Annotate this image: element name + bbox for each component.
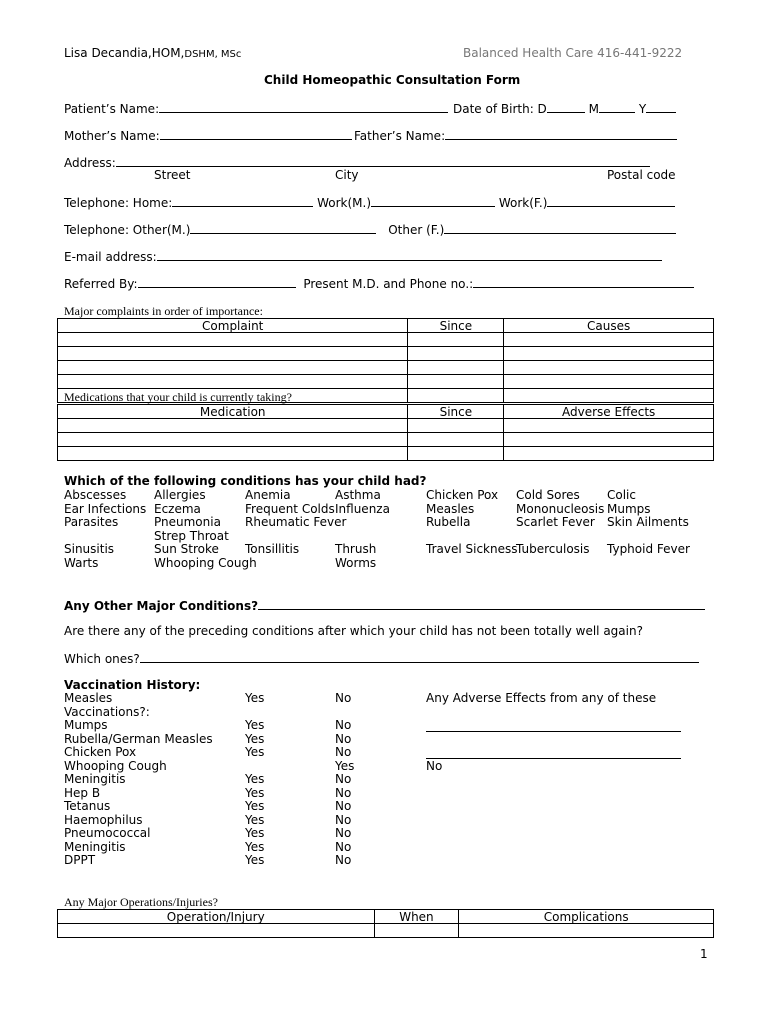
email-row [64,249,662,264]
complaint-col-header: Complaint [58,319,408,333]
clinic-info: Balanced Health Care 416-441-9222 [463,46,683,60]
condition-item: Travel Sickness [426,542,518,556]
since-col-header: Since [408,319,504,333]
condition-item: Sun Stroke [154,542,219,556]
condition-item: Scarlet Fever [516,515,595,529]
referred-field[interactable] [138,276,296,288]
table-cell[interactable] [374,924,459,938]
table-cell[interactable] [504,419,714,433]
adverse-no-option[interactable]: No [426,759,443,773]
condition-item: Parasites [64,515,119,529]
vaccine-name: Chicken Pox [64,745,137,759]
operations-heading: Any Major Operations/Injuries? [64,895,218,909]
work-m-field[interactable] [371,195,495,207]
tel-other-m-field[interactable] [190,222,376,234]
condition-item: Anemia [245,488,291,502]
patient-name-row [64,101,448,116]
vaccine-name: Whooping Cough [64,759,167,773]
which-ones-field[interactable] [140,651,699,663]
condition-item: Rheumatic Fever [245,515,347,529]
father-field[interactable] [445,128,677,140]
table-cell[interactable] [58,447,408,461]
table-header-row [58,910,714,924]
condition-item: Skin Ailments [607,515,689,529]
causes-col-header: Causes [504,319,714,333]
adverse-field-2[interactable] [426,746,681,759]
postal-label: Postal code [607,168,676,182]
vaccine-name: Measles [64,691,113,705]
vaccine-no-option[interactable]: No [335,826,352,840]
mother-field[interactable] [160,128,352,140]
dob-month-field[interactable] [599,101,635,113]
which-ones-row [64,651,699,666]
vaccine-yes-option[interactable]: Yes [245,786,265,800]
conditions-heading: Which of the following conditions has your child had? [64,474,427,488]
vaccine-no-option[interactable]: No [335,691,352,705]
condition-item: Influenza [335,502,390,516]
condition-item: Mumps [607,502,651,516]
table-row[interactable] [58,333,714,347]
condition-item: Chicken Pox [426,488,499,502]
table-cell[interactable] [504,375,714,389]
preceding-question: Are there any of the preceding conditions after which your child has not been totally well again? [64,624,643,638]
page-number: 1 [700,947,708,961]
vaccine-name: Meningitis [64,772,126,786]
table-cell[interactable] [58,347,408,361]
vaccine-name: Rubella/German Measles [64,732,213,746]
table-cell[interactable] [504,361,714,375]
vaccine-yes-option[interactable]: Yes [245,840,265,854]
table-header-row [58,319,714,333]
condition-item: Sinusitis [64,542,115,556]
since-col-header: Since [408,405,504,419]
address-label: Address: [64,156,116,170]
table-row[interactable] [58,375,714,389]
work-m-label: Work(M.) [317,196,372,210]
adverse-col-header: Adverse Effects [504,405,714,419]
table-cell[interactable] [408,389,504,403]
table-cell[interactable] [408,447,504,461]
condition-item: Measles [426,502,475,516]
table-cell[interactable] [58,333,408,347]
table-cell[interactable] [408,347,504,361]
table-cell[interactable] [504,447,714,461]
adverse-question: Any Adverse Effects from any of these [426,691,657,705]
father-row [354,128,677,143]
vaccine-no-option[interactable]: No [335,853,352,867]
condition-item: Allergies [154,488,206,502]
table-cell[interactable] [58,419,408,433]
medications-table [57,404,714,461]
vaccine-name: Meningitis [64,840,126,854]
table-cell[interactable] [408,333,504,347]
condition-item: Warts [64,556,99,570]
tel-other-m-label: Telephone: Other(M.) [64,223,191,237]
vaccine-name: Pneumococcal [64,826,151,840]
dob-month-label: M [588,102,599,116]
table-cell[interactable] [408,433,504,447]
vaccine-name: Hep B [64,786,101,800]
table-cell[interactable] [58,433,408,447]
address-field[interactable] [116,155,650,167]
table-cell[interactable] [58,924,375,938]
street-label: Street [154,168,191,182]
vaccine-yes-option[interactable]: Yes [245,826,265,840]
when-col-header: When [374,910,459,924]
mother-label: Mother’s Name: [64,129,160,143]
vaccine-no-option[interactable]: No [335,718,352,732]
city-label: City [335,168,359,182]
condition-item: Strep Throat [154,529,229,543]
complications-col-header: Complications [459,910,714,924]
vaccine-yes-option[interactable]: Yes [245,691,265,705]
vaccine-no-option[interactable]: No [335,799,352,813]
table-row[interactable] [58,924,714,938]
condition-item: Frequent Colds [245,502,335,516]
form-title: Child Homeopathic Consultation Form [264,73,521,87]
email-label: E-mail address: [64,250,157,264]
patient-name-label: Patient’s Name: [64,102,160,116]
vaccine-no-option[interactable]: No [335,732,352,746]
vaccine-no-option[interactable]: No [335,745,352,759]
vaccine-no-option[interactable]: No [335,813,352,827]
table-header-row [58,405,714,419]
other-f-label: Other (F.) [388,223,445,237]
condition-item: Rubella [426,515,471,529]
table-cell[interactable] [58,361,408,375]
dob-label: Date of Birth: D [453,102,547,116]
condition-item: Tuberculosis [516,542,590,556]
present-md-field[interactable] [473,276,694,288]
adverse-field-1[interactable] [426,719,681,732]
vaccine-no-option[interactable]: No [335,840,352,854]
practitioner-credentials: DSHM, MSc [184,49,242,60]
dob-year-field[interactable] [646,101,676,113]
vaccine-name: Tetanus [64,799,111,813]
practitioner-name-text: Lisa Decandia,HOM, [64,46,185,60]
table-cell[interactable] [408,419,504,433]
vaccine-name: Mumps [64,718,108,732]
other-conditions-row [64,598,705,613]
condition-item: Eczema [154,502,201,516]
present-md-label: Present M.D. and Phone no.: [303,277,474,291]
tel-other-row [64,222,676,237]
work-f-label: Work(F.) [498,196,548,210]
table-cell[interactable] [504,333,714,347]
operation-col-header: Operation/Injury [58,910,375,924]
operations-table [57,909,714,938]
referred-row [64,276,694,291]
condition-item: Typhoid Fever [607,542,690,556]
condition-item: Abscesses [64,488,127,502]
vaccination-heading: Vaccination History: [64,678,201,692]
condition-item: Tonsillitis [245,542,300,556]
dob-day-field[interactable] [547,101,585,113]
vaccine-yes-option[interactable]: Yes [245,799,265,813]
other-conditions-label: Any Other Major Conditions? [64,599,259,613]
dob-year-label: Y [638,102,647,116]
referred-label: Referred By: [64,277,138,291]
table-cell[interactable] [459,924,714,938]
table-row[interactable] [58,347,714,361]
table-cell[interactable] [58,375,408,389]
patient-name-field[interactable] [159,101,448,113]
email-field[interactable] [157,249,662,261]
medication-col-header: Medication [58,405,408,419]
table-row[interactable] [58,419,714,433]
complaints-heading: Major complaints in order of importance: [64,304,263,318]
work-f-field[interactable] [547,195,675,207]
which-ones-label: Which ones? [64,652,140,666]
other-conditions-field[interactable] [258,598,705,610]
condition-item: Asthma [335,488,381,502]
table-row[interactable] [58,361,714,375]
table-cell[interactable] [408,361,504,375]
vaccine-yes-option[interactable]: Yes [245,853,265,867]
vaccine-name: DPPT [64,853,96,867]
vaccine-yes-option[interactable]: Yes [245,772,265,786]
condition-item: Pneumonia [154,515,221,529]
vaccine-yes-option[interactable]: Yes [245,732,265,746]
vaccine-yes-option[interactable]: Yes [245,718,265,732]
table-row[interactable] [58,433,714,447]
vaccine-no-option[interactable]: No [335,772,352,786]
vaccine-name: Haemophilus [64,813,143,827]
mother-row [64,128,352,143]
other-f-field[interactable] [444,222,676,234]
tel-home-field[interactable] [172,195,313,207]
practitioner-name [64,46,241,60]
table-cell[interactable] [504,347,714,361]
condition-item: Thrush [335,542,377,556]
condition-item: Cold Sores [516,488,580,502]
table-cell[interactable] [408,375,504,389]
tel-home-row [64,195,675,210]
vaccine-no-option[interactable]: Yes [335,759,355,773]
condition-item: Colic [607,488,636,502]
vaccinations-label: Vaccinations?: [64,705,150,719]
table-row[interactable] [58,447,714,461]
father-label: Father’s Name: [354,129,446,143]
medications-heading: Medications that your child is currently taking? [64,390,292,404]
condition-item: Worms [335,556,377,570]
condition-item: Whooping Cough [154,556,257,570]
vaccine-yes-option[interactable]: Yes [245,813,265,827]
table-cell[interactable] [504,389,714,403]
table-cell[interactable] [504,433,714,447]
tel-home-label: Telephone: Home: [64,196,173,210]
condition-item: Mononucleosis [516,502,605,516]
condition-item: Ear Infections [64,502,147,516]
vaccine-yes-option[interactable]: Yes [245,745,265,759]
vaccine-no-option[interactable]: No [335,786,352,800]
dob-row [453,101,676,116]
